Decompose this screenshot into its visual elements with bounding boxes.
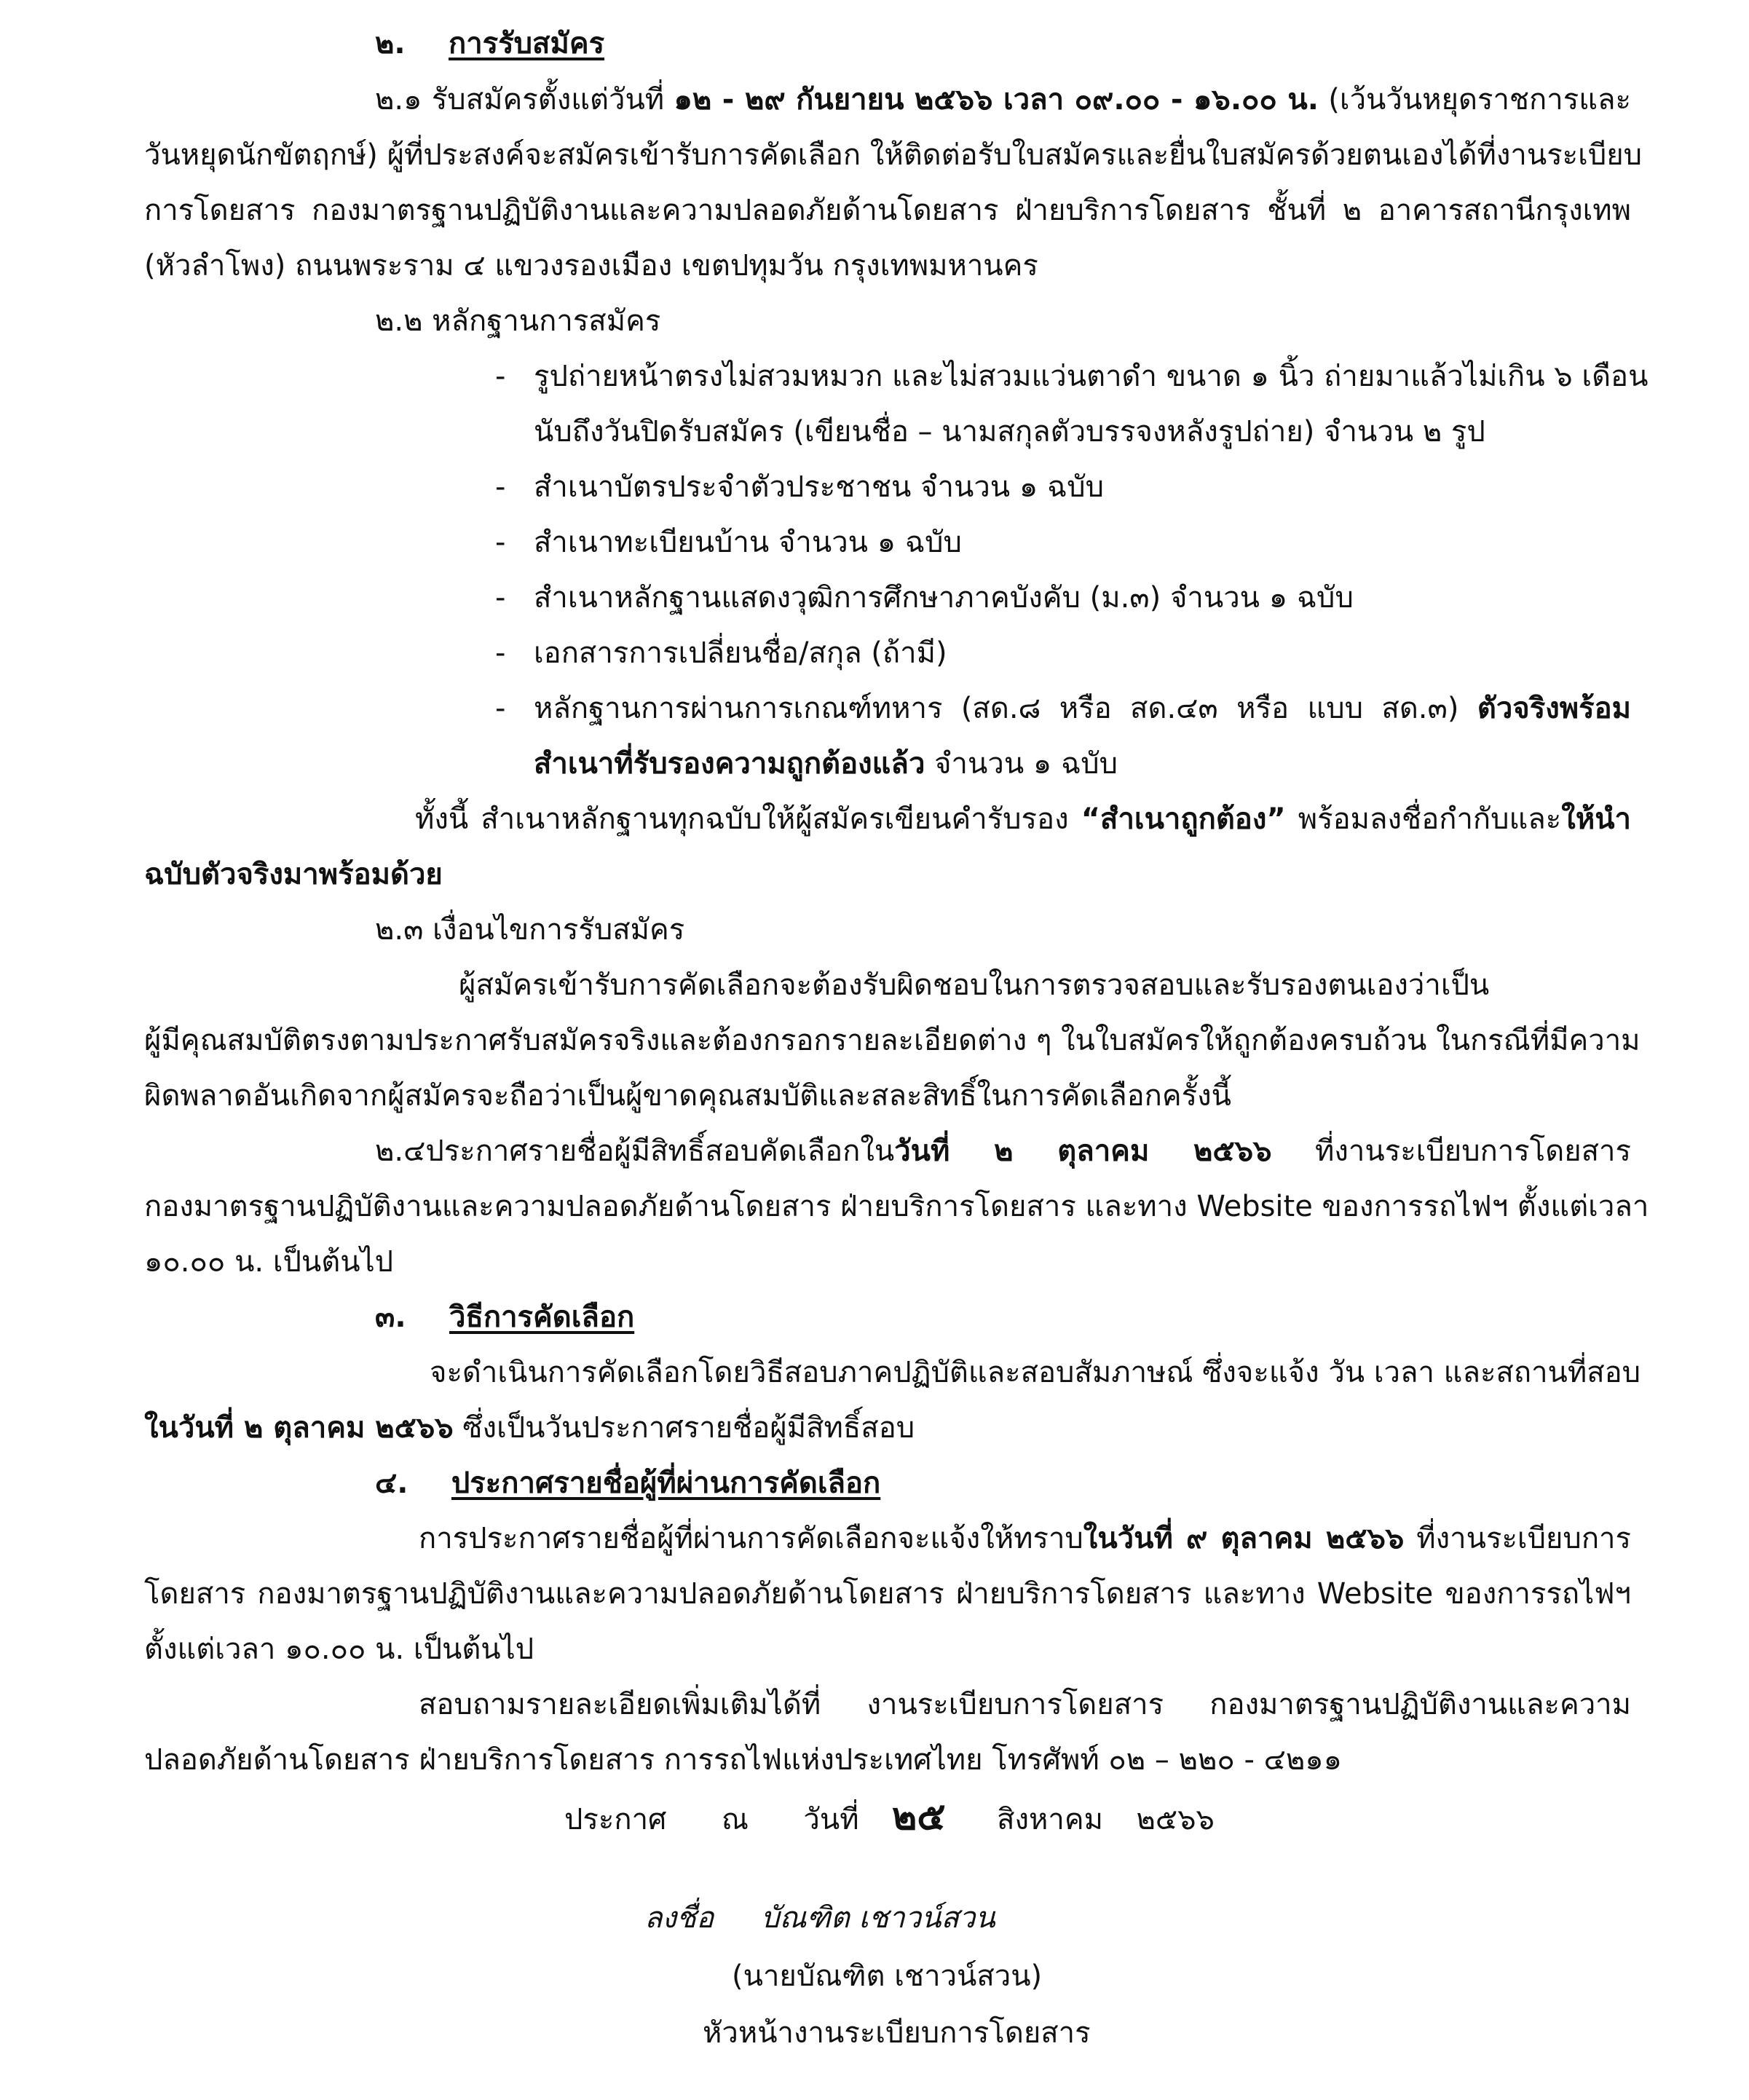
section-2-title: การรับสมัคร	[449, 27, 605, 60]
para-2-1-line-2: วันหยุดนักขัตฤกษ์) ผู้ที่ประสงค์จะสมัครเข้ารับการคัดเลือก ให้ติดต่อรับใบสมัครและยื่นใบสมัครด้วยตนเองได้ที่งานระเบียบ	[144, 138, 1643, 172]
list-dash: -	[495, 581, 506, 615]
list-item-military-line-2: สำเนาที่รับรองความถูกต้องแล้ว จำนวน ๑ ฉบับ	[534, 747, 1118, 781]
announce-word: ประกาศ	[564, 1803, 667, 1836]
section-2-heading	[375, 22, 604, 66]
para-2-3-line-2: ผู้มีคุณสมบัติตรงตามประกาศรับสมัครจริงและต้องกรอกรายละเอียดต่าง ๆ ในใบสมัครให้ถูกต้องครบถ้วน ในกรณีที่มีความ	[144, 1024, 1641, 1057]
announce-month: สิงหาคม	[997, 1803, 1104, 1836]
section-2-number: ๒.	[375, 27, 406, 60]
announce-day: ๒๕	[892, 1795, 946, 1839]
section-4-title: ประกาศรายชื่อผู้ที่ผ่านการคัดเลือก	[451, 1467, 881, 1500]
para-2-3-line-1: ผู้สมัครเข้ารับการคัดเลือกจะต้องรับผิดชอบในการตรวจสอบและรับรองตนเองว่าเป็น	[459, 968, 1490, 1002]
section-4-heading	[375, 1461, 880, 1505]
para-2-4-line-1: ๒.๔ประกาศรายชื่อผู้มีสิทธิ์สอบคัดเลือกในวันที่ ๒ ตุลาคม ๒๕๖๖ ที่งานระเบียบการโดยสาร	[375, 1134, 1632, 1168]
list-dash: -	[495, 636, 506, 670]
list-item-photo-line-1: รูปถ่ายหน้าตรงไม่สวมหมวก และไม่สวมแว่นตาดำ ขนาด ๑ นิ้ว ถ่ายมาแล้วไม่เกิน ๖ เดือน	[534, 360, 1649, 393]
list-item-photo-line-2: นับถึงวันปิดรับสมัคร (เขียนชื่อ – นามสกุลตัวบรรจงหลังรูปถ่าย) จำนวน ๒ รูป	[534, 415, 1485, 449]
announce-line	[564, 1795, 1215, 1839]
para-2-2-heading: ๒.๒ หลักฐานการสมัคร	[375, 304, 661, 338]
section-4-line-2: โดยสาร กองมาตรฐานปฏิบัติงานและความปลอดภัยด้านโดยสาร ฝ่ายบริการโดยสาร และทาง Website ของการรถไฟฯ	[144, 1577, 1631, 1611]
list-dash: -	[495, 360, 506, 393]
section-3-line-2: ในวันที่ ๒ ตุลาคม ๒๕๖๖ ซึ่งเป็นวันประกาศรายชื่อผู้มีสิทธิ์สอบ	[144, 1411, 915, 1445]
para-2-1-line-3: การโดยสาร กองมาตรฐานปฏิบัติงานและความปลอดภัยด้านโดยสาร ฝ่ายบริการโดยสาร ชั้นที่ ๒ อาคารสถานีกรุงเทพ	[144, 194, 1632, 227]
section-3-heading	[375, 1295, 634, 1339]
sign-label: ลงชื่อ	[644, 1901, 714, 1935]
list-item-house-registration: สำเนาทะเบียนบ้าน จำนวน ๑ ฉบับ	[534, 526, 962, 559]
list-item-military-line-1: หลักฐานการผ่านการเกณฑ์ทหาร (สด.๘ หรือ สด.๔๓ หรือ แบบ สด.๓) ตัวจริงพร้อม	[534, 692, 1631, 725]
para-2-3-heading: ๒.๓ เงื่อนไขการรับสมัคร	[375, 913, 685, 947]
list-item-education: สำเนาหลักฐานแสดงวุฒิการศึกษาภาคบังคับ (ม.๓) จำนวน ๑ ฉบับ	[534, 581, 1354, 615]
printed-name: (นายบัณฑิต เชาวน์สวน)	[732, 1959, 1043, 1993]
contact-line-1: สอบถามรายละเอียดเพิ่มเติมได้ที่ งานระเบียบการโดยสาร กองมาตรฐานปฏิบัติงานและความ	[419, 1688, 1631, 1721]
section-4-line-3: ตั้งแต่เวลา ๑๐.๐๐ น. เป็นต้นไป	[144, 1633, 534, 1666]
para-2-3-line-3: ผิดพลาดอันเกิดจากผู้สมัครจะถือว่าเป็นผู้ขาดคุณสมบัติและสละสิทธิ์ในการคัดเลือกครั้งนี้	[144, 1079, 1231, 1113]
para-2-4-line-3: ๑๐.๐๐ น. เป็นต้นไป	[144, 1245, 394, 1279]
section-3-title: วิธีการคัดเลือก	[449, 1300, 635, 1334]
list-dash: -	[495, 526, 506, 559]
para-2-1-line-4: (หัวลำโพง) ถนนพระราม ๔ แขวงรองเมือง เขตปทุมวัน กรุงเทพมหานคร	[144, 249, 1038, 283]
announce-at: ณ	[721, 1803, 749, 1836]
announce-year: ๒๕๖๖	[1136, 1803, 1215, 1836]
section-3-line-1: จะดำเนินการคัดเลือกโดยวิธีสอบภาคปฏิบัติและสอบสัมภาษณ์ ซึ่งจะแจ้ง วัน เวลา และสถานที่สอบ	[430, 1356, 1641, 1389]
list-dash: -	[495, 470, 506, 504]
section-4-number: ๔.	[375, 1467, 408, 1500]
section-4-line-1: การประกาศรายชื่อผู้ที่ผ่านการคัดเลือกจะแจ้งให้ทราบในวันที่ ๙ ตุลาคม ๒๕๖๖ ที่งานระเบียบการ	[419, 1522, 1631, 1555]
list-item-name-change: เอกสารการเปลี่ยนชื่อ/สกุล (ถ้ามี)	[534, 636, 947, 670]
list-item-id-card: สำเนาบัตรประจำตัวประชาชน จำนวน ๑ ฉบับ	[534, 470, 1104, 504]
announce-day-label: วันที่	[803, 1803, 859, 1836]
section-3-number: ๓.	[375, 1300, 406, 1334]
position-title: หัวหน้างานระเบียบการโดยสาร	[703, 2016, 1091, 2050]
signed-name: บัณฑิต เชาวน์สวน	[761, 1901, 995, 1935]
para-2-4-line-2: กองมาตรฐานปฏิบัติงานและความปลอดภัยด้านโดยสาร ฝ่ายบริการโดยสาร และทาง Website ของการรถไฟฯ ตั้งแต่เวลา	[144, 1190, 1649, 1223]
note-line-1: ทั้งนี้ สำเนาหลักฐานทุกฉบับให้ผู้สมัครเขียนคำรับรอง “สำเนาถูกต้อง” พร้อมลงชื่อกำกับและให้นำ	[415, 802, 1631, 836]
contact-line-2: ปลอดภัยด้านโดยสาร ฝ่ายบริการโดยสาร การรถไฟแห่งประเทศไทย โทรศัพท์ ๐๒ – ๒๒๐ - ๔๒๑๑	[144, 1743, 1343, 1777]
para-2-1-line-1: ๒.๑ รับสมัครตั้งแต่วันที่ ๑๒ - ๒๙ กันยายน ๒๕๖๖ เวลา ๐๙.๐๐ - ๑๖.๐๐ น. (เว้นวันหยุดราชการและ	[375, 83, 1631, 117]
note-line-2: ฉบับตัวจริงมาพร้อมด้วย	[144, 858, 443, 891]
list-dash: -	[495, 692, 506, 725]
